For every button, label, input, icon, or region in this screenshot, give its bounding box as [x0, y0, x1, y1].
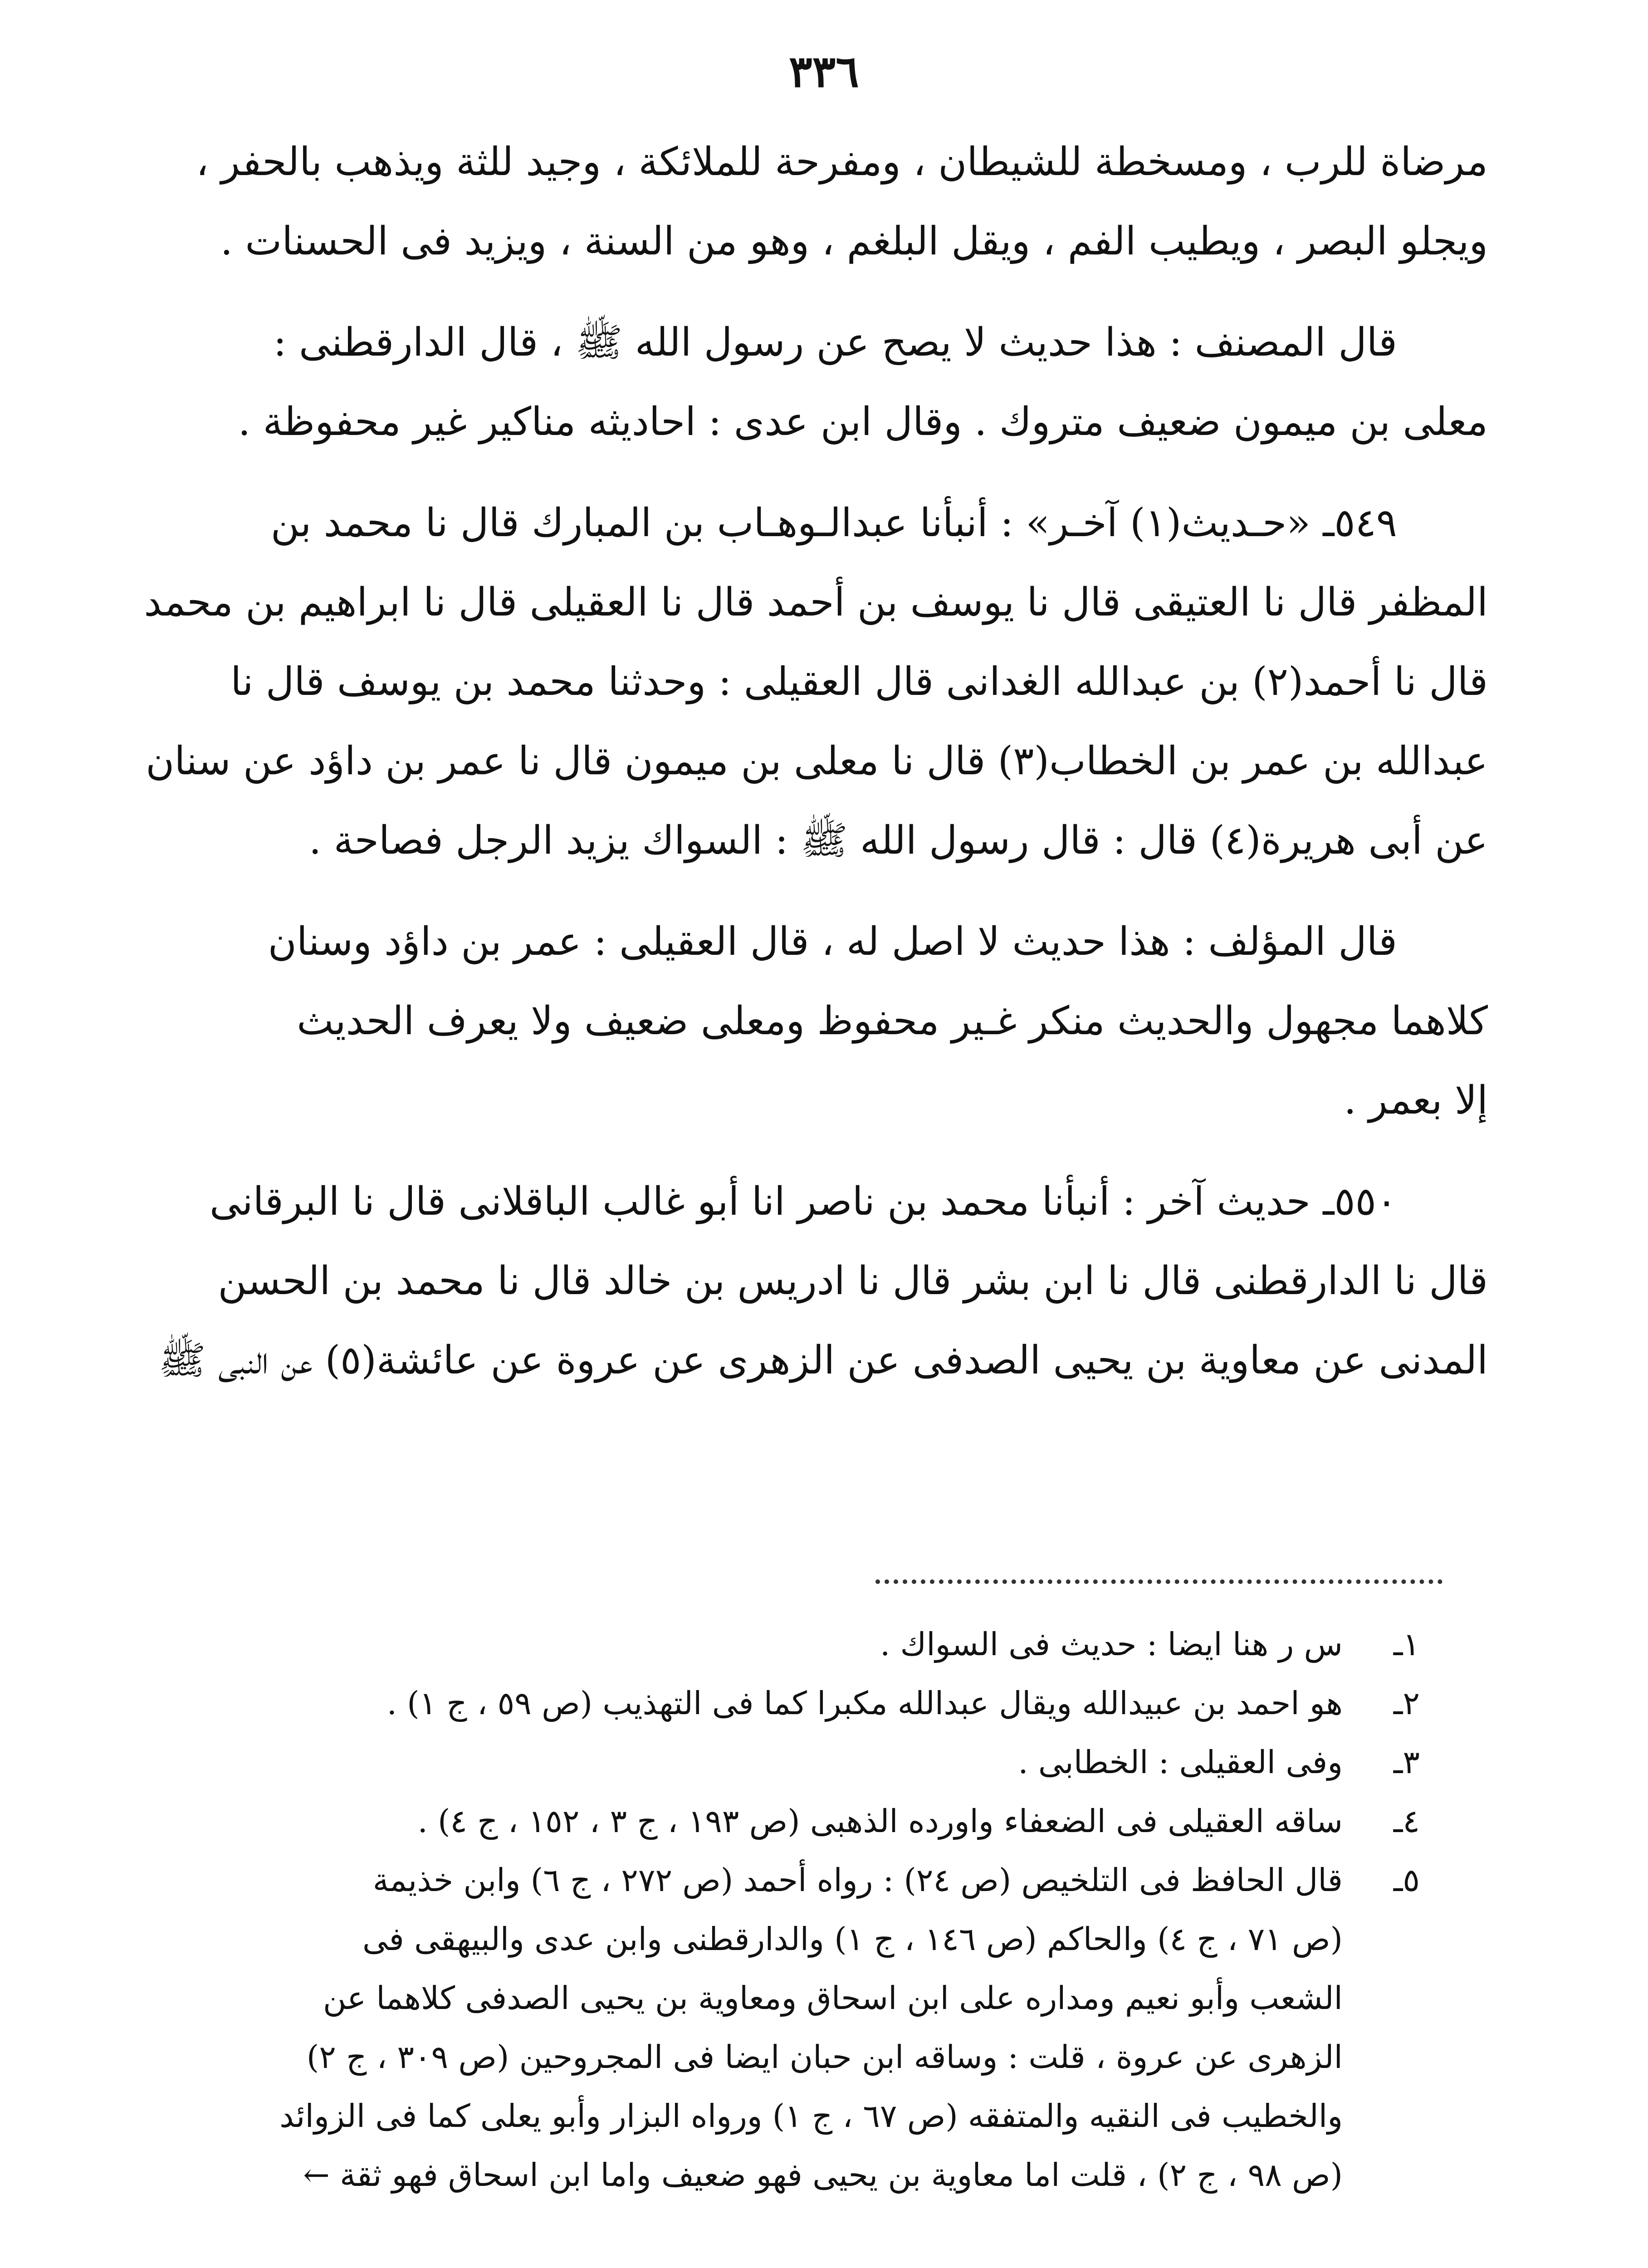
text-line: قال نا أحمد(٢) بن عبدالله الغدانى قال العقيلى : وحدثنا محمد بن يوسف قال نا — [230, 659, 1488, 704]
footnote-line: والخطيب فى النقيه والمتفقه (ص ٦٧ ، ج ١) ورواه البزار وأبو يعلى كما فى الزوائد — [279, 2097, 1343, 2135]
footnote-text: وفى العقيلى : الخطابى . — [1018, 1744, 1343, 1781]
footnote-5 — [104, 1851, 1420, 2204]
text-line: كلاهما مجهول والحديث منكر غـير محفوظ ومعلى ضعيف ولا يعرف الحديث — [297, 998, 1488, 1044]
hadith-549 — [104, 484, 1488, 880]
text-line: المظفر قال نا العتيقى قال نا يوسف بن أحمد قال نا العقيلى قال نا ابراهيم بن محمد — [144, 580, 1488, 625]
footnote-separator — [875, 1579, 1443, 1584]
footnote-text — [104, 1851, 1343, 2204]
footnote-line: الشعب وأبو نعيم ومداره على ابن اسحاق ومعاوية بن يحيى الصدفى كلاهما عن — [323, 1980, 1343, 2017]
text-line: معلى بن ميمون ضعيف متروك . وقال ابن عدى : احاديثه مناكير غير محفوظة . — [238, 399, 1488, 445]
paragraph-author-comment — [104, 902, 1488, 1140]
footnote-number: ١ـ — [1393, 1626, 1420, 1663]
page-number: ٣٣٦ — [789, 46, 859, 97]
text-line: ٥٤٩ـ «حـديث(١) آخـر» : أنبأنا عبدالـوهـاب بن المبارك قال نا محمد بن — [270, 500, 1397, 546]
footnote-4 — [104, 1792, 1420, 1851]
paragraph-1 — [104, 122, 1488, 281]
footnote-line: قال الحافظ فى التلخيص (ص ٢٤) : رواه أحمد (ص ٢٧٢ ، ج ٦) وابن خذيمة — [372, 1862, 1343, 1899]
footnote-line: (ص ٩٨ ، ج ٢) ، قلت اما معاوية بن يحيى فهو ضعيف واما ابن اسحاق فهو ثقة — [340, 2156, 1343, 2194]
text-line: عبدالله بن عمر بن الخطاب(٣) قال نا معلى بن ميمون قال نا عمر بن داؤد عن سنان — [146, 738, 1488, 784]
text-line: قال نا الدارقطنى قال نا ابن بشر قال نا ادريس بن خالد قال نا محمد بن الحسن — [218, 1258, 1488, 1304]
footnote-number: ٥ـ — [1393, 1862, 1420, 1899]
footnote-1 — [104, 1615, 1420, 1674]
text-line: إلا بعمر . — [1344, 1078, 1488, 1123]
paragraph-2 — [104, 303, 1488, 462]
text-line: عن أبى هريرة(٤) قال : قال رسول الله ﷺ : السواك يزيد الرجل فصاحة . — [309, 818, 1488, 863]
footnote-line: الزهرى عن عروة ، قلت : وساقه ابن حبان ايضا فى المجروحين (ص ٣٠٩ ، ج ٢) — [306, 2038, 1343, 2076]
text-line: قال المؤلف : هذا حديث لا اصل له ، قال العقيلى : عمر بن داؤد وسنان — [268, 919, 1397, 964]
footnote-line: (ص ٧١ ، ج ٤) والحاكم (ص ١٤٦ ، ج ١) والدارقطنى وابن عدى والبيهقى فى — [362, 1921, 1343, 1958]
text-line: ويجلو البصر ، ويطيب الفم ، ويقل البلغم ، وهو من السنة ، ويزيد فى الحسنات . — [220, 219, 1488, 264]
footnote-text: ساقه العقيلى فى الضعفاء واورده الذهبى (ص ١٩٣ ، ج ٣ ، ١٥٢ ، ج ٤) . — [417, 1803, 1343, 1840]
text-line: مرضاة للرب ، ومسخطة للشيطان ، ومفرحة للملائكة ، وجيد للثة ويذهب بالحفر ، — [196, 139, 1488, 185]
text-line: قال المصنف : هذا حديث لا يصح عن رسول الله ﷺ ، قال الدارقطنى : — [273, 320, 1397, 365]
continuation-arrow-icon: ← — [303, 2156, 330, 2194]
footnote-number: ٢ـ — [1393, 1685, 1420, 1722]
footnote-2 — [104, 1674, 1420, 1733]
main-text — [104, 122, 1488, 1422]
text-line: ٥٥٠ـ حديث آخر : أنبأنا محمد بن ناصر انا أبو غالب الباقلانى قال نا البرقانى — [209, 1179, 1397, 1224]
footnote-number: ٣ـ — [1393, 1744, 1420, 1781]
text-line: المدنى عن معاوية بن يحيى الصدفى عن الزهرى عن عروة عن عائشة(٥) عن النبى ﷺ — [158, 1338, 1488, 1383]
hadith-550 — [104, 1162, 1488, 1400]
footnote-3 — [104, 1733, 1420, 1792]
footnote-text: س ر هنا ايضا : حديث فى السواك . — [880, 1626, 1343, 1663]
footnote-text: هو احمد بن عبيدالله ويقال عبدالله مكبرا كما فى التهذيب (ص ٥٩ ، ج ١) . — [386, 1685, 1343, 1722]
footnote-number: ٤ـ — [1393, 1803, 1420, 1840]
footnotes — [104, 1615, 1420, 2204]
